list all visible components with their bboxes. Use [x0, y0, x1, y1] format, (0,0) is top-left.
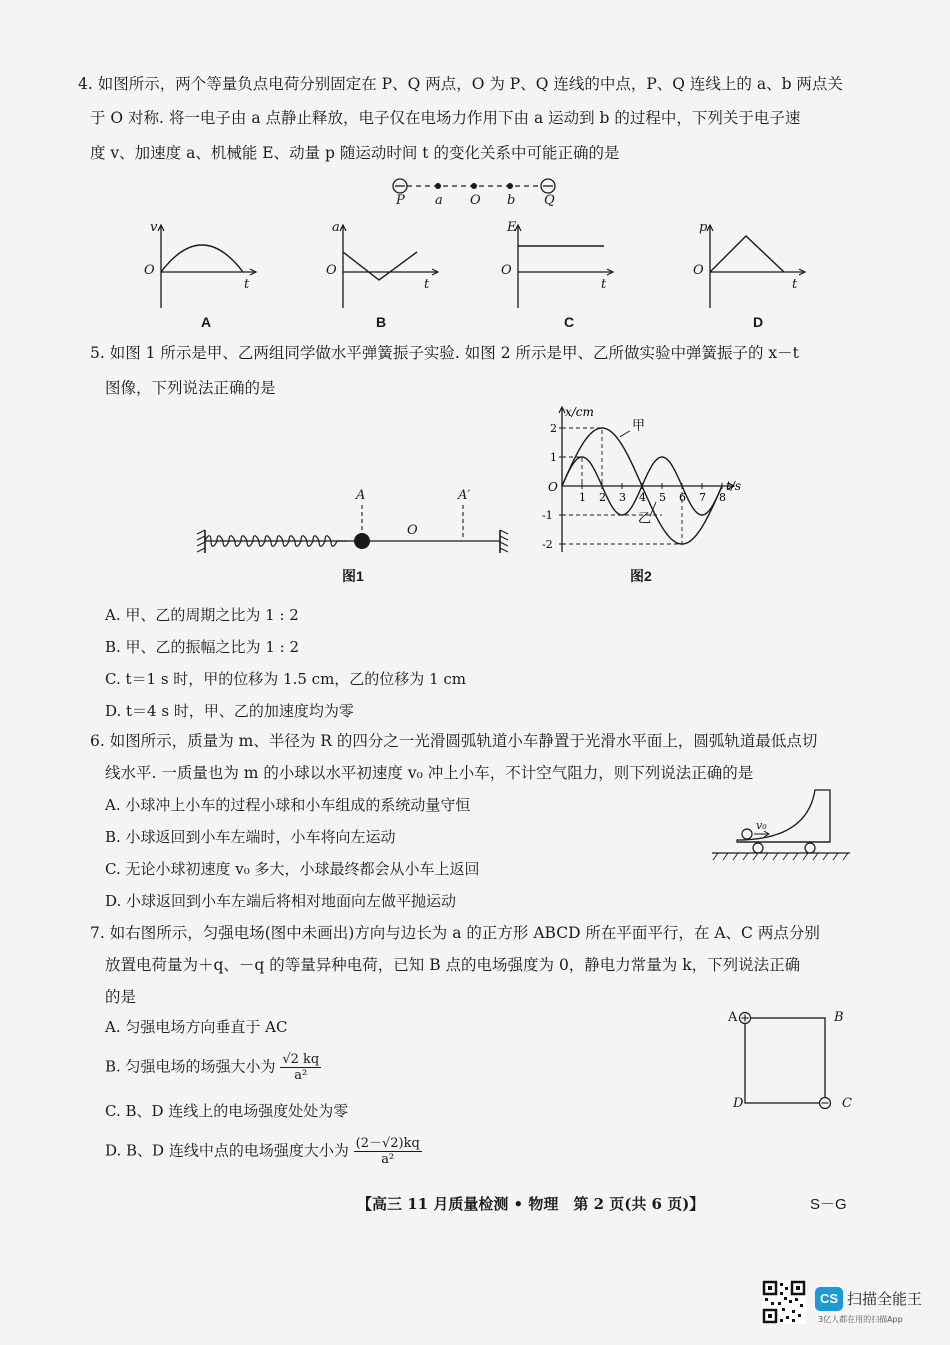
q5-stem-line1: 5. 如图 1 所示是甲、乙两组同学做水平弹簧振子实验. 如图 2 所示是甲、乙所做实验中弹簧振子的 x－t: [90, 344, 799, 362]
paper-code: S－G: [810, 1196, 847, 1213]
q4-graph-b-letter: B: [376, 314, 387, 330]
q4-label-a: a: [435, 193, 443, 208]
q4-graph-b-xlabel: t: [424, 277, 430, 292]
series-jia-label: 甲: [632, 418, 646, 434]
q4-graph-c-xlabel: t: [601, 277, 607, 292]
q7-option-b-fraction: [280, 1052, 321, 1083]
q6-v0-label: v₀: [756, 819, 767, 832]
q4-graph-b-origin: O: [326, 263, 337, 278]
q6-option-d: D. 小球返回到小车左端后将相对地面向左做平抛运动: [105, 892, 457, 910]
watermark-title: 扫描全能王: [847, 1290, 923, 1308]
x-tick-label: 2: [599, 491, 606, 504]
x-tick-label: 3: [619, 491, 626, 504]
q4-graph-c-origin: O: [501, 263, 512, 278]
q7-option-b-text: B. 匀强电场的场强大小为: [105, 1057, 276, 1076]
q4-graph-b: [337, 222, 447, 312]
q4-graph-c-ylabel: E: [507, 220, 517, 235]
q5-option-c: C. t＝1 s 时，甲的位移为 1.5 cm，乙的位移为 1 cm: [105, 670, 467, 688]
q5-fig1-label-o: O: [407, 523, 418, 538]
x-tick-label: 5: [659, 491, 666, 504]
q4-graph-d-ylabel: p: [699, 220, 708, 235]
q4-label-p: P: [396, 193, 405, 208]
q4-graph-a-ylabel: v: [150, 220, 158, 235]
q4-label-o: O: [470, 193, 481, 208]
x-tick-label: 1: [579, 491, 586, 504]
q7-corner-a: A: [728, 1010, 738, 1025]
q7-option-b-denominator: a²: [294, 1068, 308, 1083]
q7-option-d-denominator: a²: [381, 1152, 395, 1167]
x-tick-label: 7: [699, 491, 706, 504]
origin-label: O: [548, 480, 558, 494]
q7-option-d-text: D. B、D 连线中点的电场强度大小为: [105, 1141, 349, 1160]
q4-stem-line1: 4. 如图所示，两个等量负点电荷分别固定在 P、Q 两点，O 为 P、Q 连线的中点，P、Q 连线上的 a、b 两点关: [78, 75, 843, 93]
q6-option-c: C. 无论小球初速度 v₀ 多大，小球最终都会从小车上返回: [105, 860, 480, 878]
q6-stem-line1: 6. 如图所示，质量为 m、半径为 R 的四分之一光滑圆弧轨道小车静置于光滑水平面上，圆弧轨道最低点切: [90, 732, 818, 750]
q5-option-d: D. t＝4 s 时，甲、乙的加速度均为零: [105, 702, 354, 720]
q7-option-b: [105, 1052, 321, 1083]
q7-option-d-numerator: (2－√2)kq: [355, 1136, 420, 1151]
q7-stem-line1: 7. 如右图所示，匀强电场(图中未画出)方向与边长为 a 的正方形 ABCD 所在平面平行，在 A、C 两点分别: [90, 924, 820, 942]
series-jia-pointer: [620, 431, 630, 437]
q4-graph-a: [155, 222, 265, 312]
q4-graph-d-letter: D: [753, 314, 764, 330]
q6-option-a: A. 小球冲上小车的过程小球和小车组成的系统动量守恒: [105, 796, 471, 814]
page-footer: 【高三 11 月质量检测 • 物理 第 2 页(共 6 页)】: [357, 1195, 705, 1213]
q7-option-c: C. B、D 连线上的电场强度处处为零: [105, 1102, 349, 1120]
q4-graph-d-origin: O: [693, 263, 704, 278]
q4-graph-c: [512, 222, 622, 312]
y-tick-label: -2: [542, 538, 553, 551]
camscanner-logo: CS: [815, 1287, 843, 1311]
x-tick-label: 6: [679, 491, 686, 504]
q7-corner-d: D: [733, 1096, 744, 1111]
q7-option-d-fraction: [354, 1136, 422, 1167]
q5-option-b: B. 甲、乙的振幅之比为 1 : 2: [105, 638, 300, 656]
q4-label-q: Q: [544, 193, 555, 208]
y-tick-label: 1: [550, 451, 557, 464]
q4-graph-d-xlabel: t: [792, 277, 798, 292]
y-tick-label: 2: [550, 422, 557, 435]
q4-graph-a-xlabel: t: [244, 277, 250, 292]
q4-graph-c-letter: C: [564, 314, 575, 330]
q5-fig1-label-a: A: [356, 488, 366, 503]
q5-stem-line2: 图像，下列说法正确的是: [105, 379, 276, 397]
q7-square-figure: [735, 1008, 835, 1108]
q5-option-a: A. 甲、乙的周期之比为 1 : 2: [105, 606, 299, 624]
y-axis-label: x/cm: [565, 405, 594, 419]
q4-graph-d: [704, 222, 814, 312]
qr-code-icon: [762, 1280, 806, 1324]
q5-fig1-caption: 图1: [342, 568, 364, 584]
q7-option-d: [105, 1136, 422, 1167]
q4-stem-line2: 于 O 对称. 将一电子由 a 点静止释放，电子仅在电场力作用下由 a 运动到 b 的过程中，下列关于电子速: [90, 109, 801, 127]
watermark-subtitle: 3亿人都在用的扫描App: [818, 1315, 903, 1324]
q4-stem-line3: 度 v、加速度 a、机械能 E、动量 p 随运动时间 t 的变化关系中可能正确的是: [90, 144, 620, 162]
q6-stem-line2: 线水平. 一质量也为 m 的小球以水平初速度 v₀ 冲上小车，不计空气阻力，则下列说法正确的是: [105, 764, 754, 782]
q6-option-b: B. 小球返回到小车左端时，小车将向左运动: [105, 828, 396, 846]
q5-xt-graph: [530, 400, 780, 560]
q7-option-a: A. 匀强电场方向垂直于 AC: [105, 1018, 288, 1036]
q7-corner-c: C: [842, 1096, 852, 1111]
q7-stem-line3: 的是: [105, 988, 137, 1006]
y-tick-label: -1: [542, 509, 553, 522]
guide-amp-1: [562, 457, 582, 486]
q6-cart-figure: [712, 782, 852, 862]
series-yi-label: 乙: [638, 511, 652, 527]
x-axis-label: t/s: [726, 479, 742, 493]
q7-corner-b: B: [834, 1010, 844, 1025]
q7-option-b-numerator: √2 kq: [282, 1052, 320, 1067]
q7-stem-line2: 放置电荷量为＋q、－q 的等量异种电荷，已知 B 点的电场强度为 0，静电力常量为 k，下列说法正确: [105, 956, 801, 974]
x-tick-label: 4: [639, 491, 646, 504]
q4-graph-a-letter: A: [201, 314, 212, 330]
q4-label-b: b: [507, 193, 516, 208]
q4-graph-a-origin: O: [144, 263, 155, 278]
q5-fig1-label-a-prime: A′: [458, 488, 471, 503]
x-tick-label: 8: [719, 491, 726, 504]
q5-fig2-caption: 图2: [630, 568, 652, 584]
q4-graph-b-ylabel: a: [332, 220, 340, 235]
